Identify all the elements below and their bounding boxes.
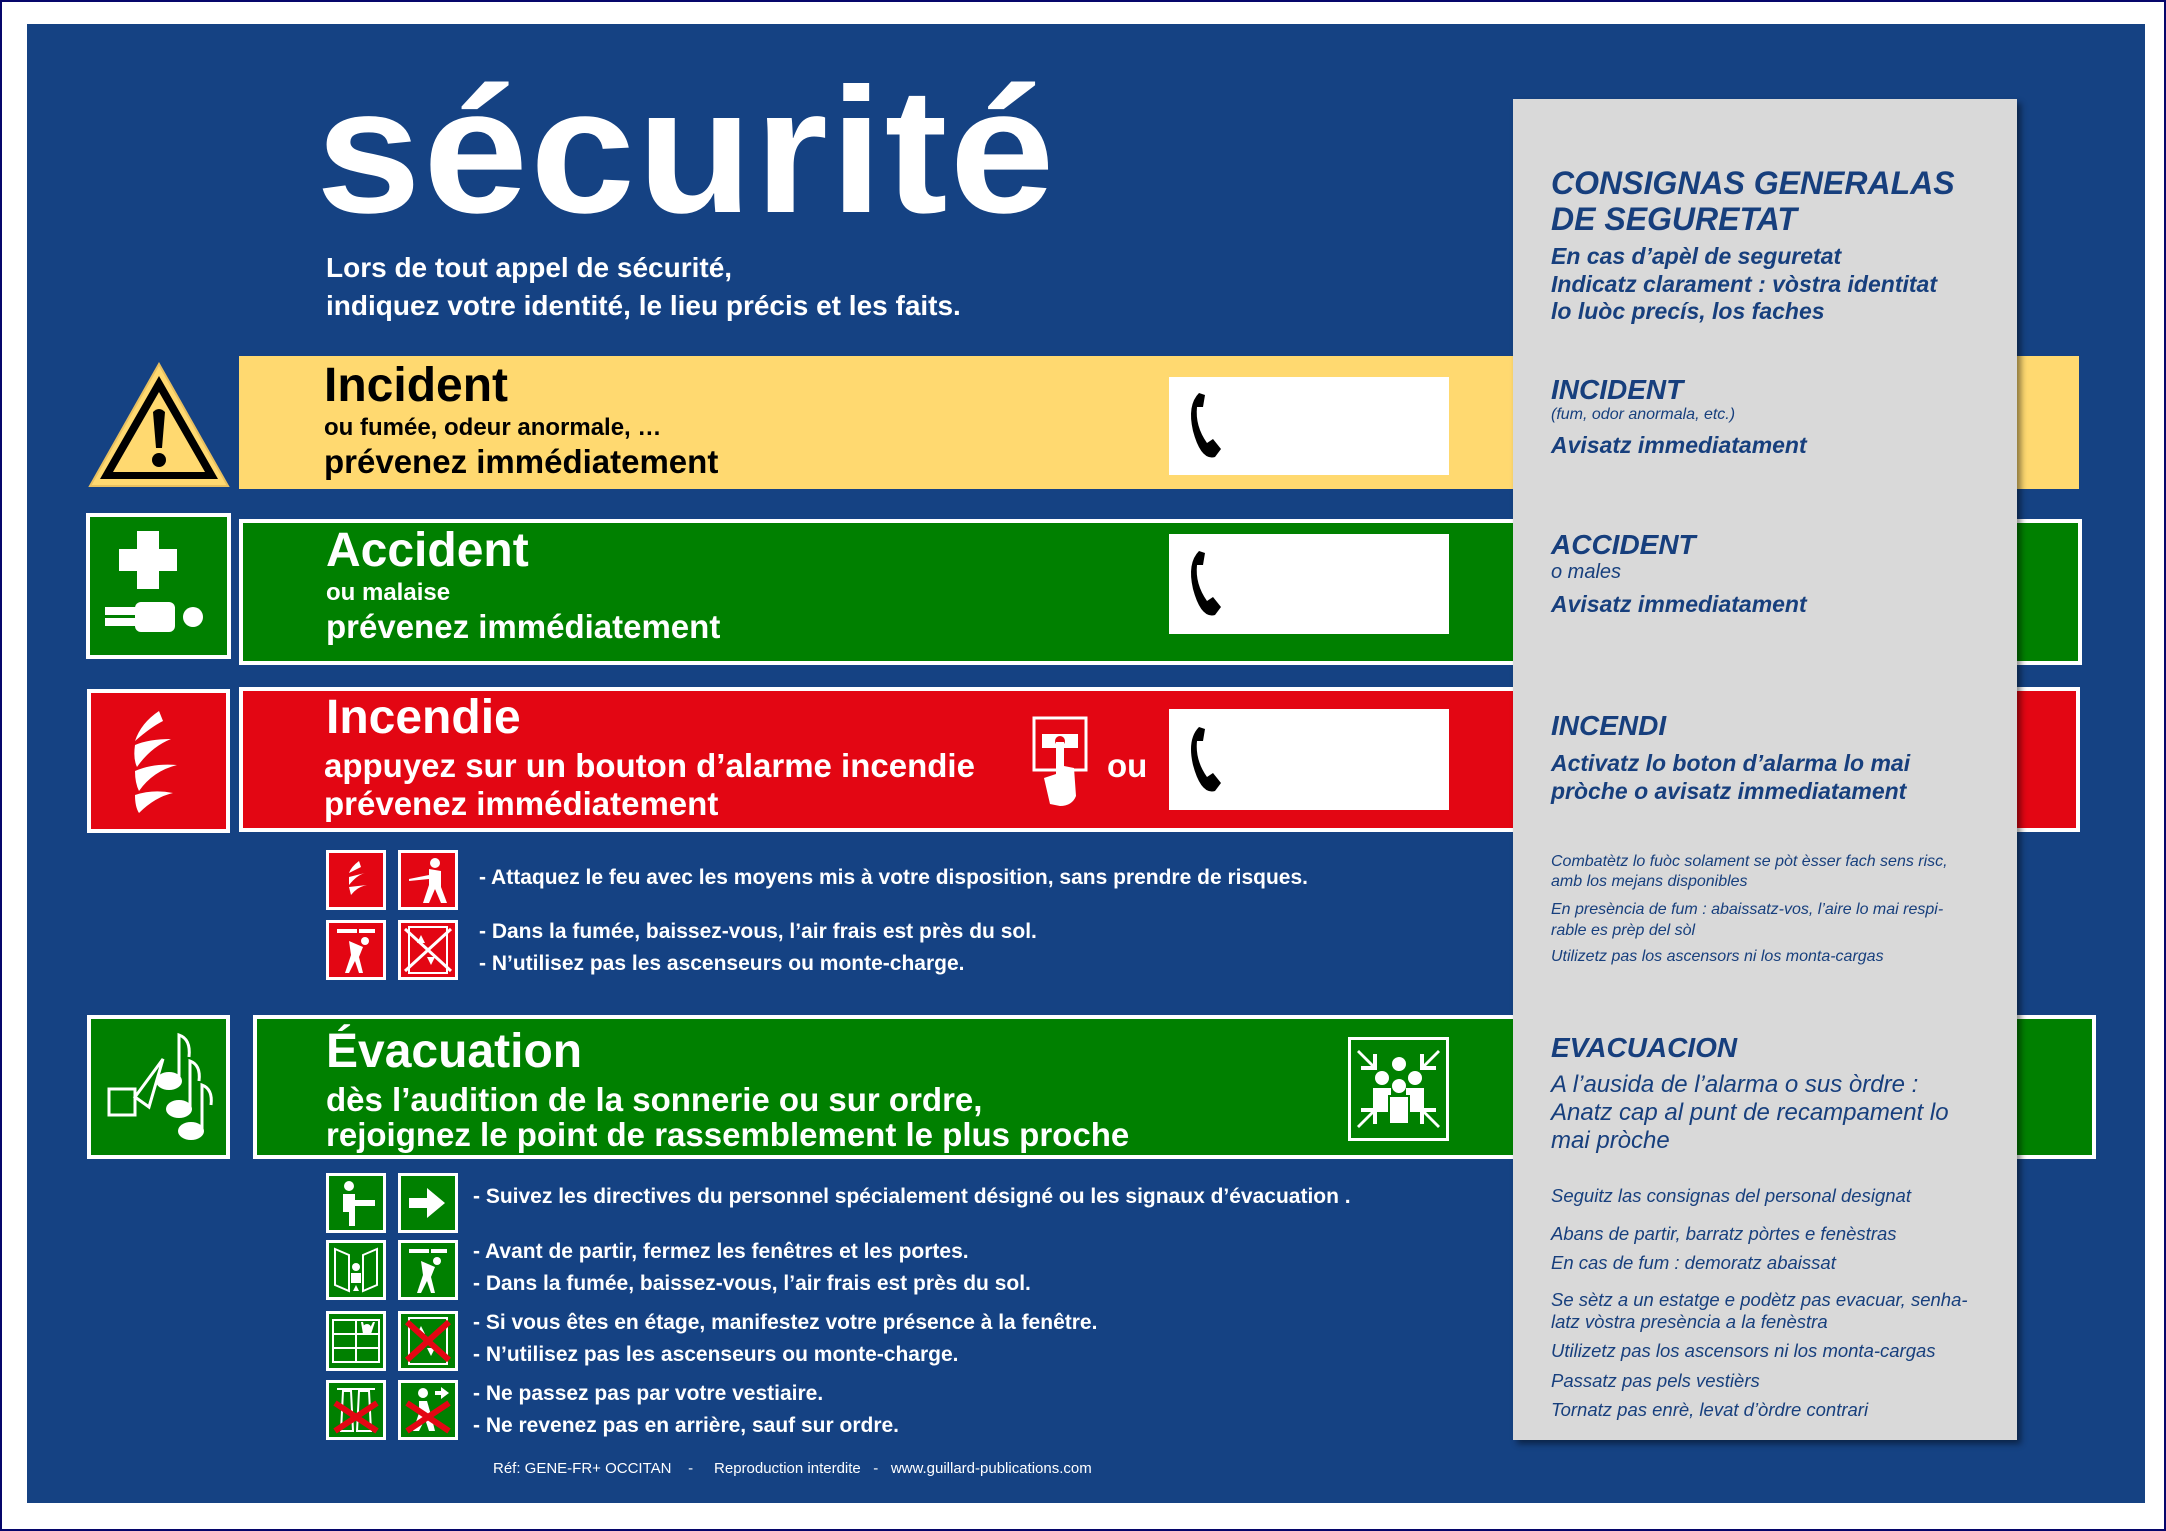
guide-person-icon: [326, 1173, 386, 1233]
incendie-instruction-2: - Dans la fumée, baissez-vous, l’air frais est près du sol.: [479, 920, 1037, 943]
phone-icon: [1185, 725, 1225, 795]
footer-separator: -: [688, 1460, 694, 1477]
panel-evacuacion-instruction: Abans de partir, barratz pòrtes e fenèstras: [1551, 1223, 1897, 1244]
footer: [493, 1460, 1092, 1477]
warning-triangle-icon: [88, 362, 230, 488]
panel-heading-1: CONSIGNAS GENERALAS: [1551, 165, 1955, 201]
alarm-sound-icon: [87, 1015, 230, 1159]
panel-evacuacion-instruction: latz vòstra presència a la fenèstra: [1551, 1311, 1828, 1332]
phone-icon: [1185, 391, 1225, 461]
incendie-instruction-1: - Attaquez le feu avec les moyens mis à votre disposition, sans prendre de risques.: [479, 866, 1308, 889]
panel-intro-3: lo luòc precís, los faches: [1551, 298, 1825, 324]
phone-icon: [1185, 549, 1225, 619]
evacuation-line-1: dès l’audition de la sonnerie ou sur ordre,: [326, 1081, 983, 1118]
panel-intro-1: En cas d’apèl de seguretat: [1551, 243, 1842, 269]
panel-accident-action: Avisatz immediatament: [1551, 591, 1807, 617]
fire-icon: [326, 850, 386, 910]
first-aid-icon: [86, 513, 231, 659]
panel-evacuacion-action-3: mai pròche: [1551, 1127, 1670, 1154]
panel-incendi-instruction: En presència de fum : abaissatz-vos, l’aire lo mai respi-: [1551, 901, 1944, 918]
panel-evacuacion-action-2: Anatz cap al punt de recampament lo: [1551, 1099, 1949, 1126]
evacuation-instruction-7: - Ne revenez pas en arrière, sauf sur ordre.: [473, 1414, 900, 1437]
incident-title: Incident: [324, 359, 509, 412]
alarm-button-icon: [1032, 716, 1088, 808]
evacuation-instruction-6: - Ne passez pas par votre vestiaire.: [473, 1382, 824, 1405]
incident-subtitle: ou fumée, odeur anormale, …: [324, 414, 662, 441]
no-cloakroom-icon: [326, 1380, 386, 1440]
incendie-instruction-3: - N’utilisez pas les ascenseurs ou monte-charge.: [479, 952, 965, 975]
panel-incident-note: (fum, odor anormala, etc.): [1551, 406, 1736, 423]
window-signal-icon: [326, 1311, 386, 1371]
panel-incendi-instruction: Combatètz lo fuòc solament se pòt èsser fach sens risc,: [1551, 853, 1948, 870]
no-elevator-icon: [398, 1311, 458, 1371]
poster-title: sécurité: [316, 51, 1057, 250]
incendie-line-1: appuyez sur un bouton d’alarme incendie: [324, 747, 975, 784]
panel-incendi-title: INCENDI: [1551, 710, 1667, 741]
evacuation-title: Évacuation: [326, 1025, 583, 1078]
evacuation-instruction-1: - Suivez les directives du personnel spécialement désigné ou les signaux d’évacuation .: [473, 1185, 1351, 1208]
evacuation-instruction-4: - Si vous êtes en étage, manifestez votre présence à la fenêtre.: [473, 1311, 1098, 1334]
panel-evacuacion-instruction: Se sètz a un estatge e podètz pas evacuar, senha-: [1551, 1289, 1968, 1310]
panel-incendi-action-1: Activatz lo boton d’alarma lo mai: [1551, 750, 1911, 776]
panel-evacuacion-action-1: A l’ausida de l’alarma o sus òrdre :: [1551, 1071, 1919, 1098]
evacuation-instruction-3: - Dans la fumée, baissez-vous, l’air frais est près du sol.: [473, 1272, 1031, 1295]
subtitle-line-1: Lors de tout appel de sécurité,: [326, 252, 733, 283]
extinguisher-person-icon: [398, 850, 458, 910]
smoke-crouch-icon: [398, 1240, 458, 1300]
incendie-title: Incendie: [326, 691, 521, 744]
no-elevator-icon: [398, 920, 458, 980]
panel-evacuacion-instruction: Tornatz pas enrè, levat d’òrdre contrari: [1551, 1399, 1869, 1420]
panel-incendi-instruction: rable es prèp del sòl: [1551, 922, 1696, 939]
panel-evacuacion-instruction: Utilizetz pas los ascensors ni los monta-cargas: [1551, 1340, 1936, 1361]
close-doors-icon: [326, 1240, 386, 1300]
incident-action: prévenez immédiatement: [324, 443, 719, 480]
panel-evacuacion-title: EVACUACION: [1551, 1032, 1738, 1063]
occitan-panel: [1513, 99, 2017, 1440]
panel-incendi-action-2: pròche o avisatz immediatament: [1551, 778, 1907, 804]
evacuation-instruction-2: - Avant de partir, fermez les fenêtres et les portes.: [473, 1240, 969, 1263]
panel-incendi-instruction: Utilizetz pas los ascensors ni los monta-cargas: [1551, 948, 1884, 965]
panel-accident-title: ACCIDENT: [1551, 529, 1696, 560]
incendie-or-label: ou: [1107, 747, 1148, 784]
subtitle-line-2: indiquez votre identité, le lieu précis et les faits.: [326, 290, 961, 321]
footer-separator: -: [873, 1460, 879, 1477]
panel-heading-2: DE SEGURETAT: [1551, 201, 1797, 237]
footer-website: www.guillard-publications.com: [890, 1460, 1092, 1477]
smoke-crouch-icon: [326, 920, 386, 980]
fire-icon: [87, 689, 230, 833]
evacuation-line-2: rejoignez le point de rassemblement le plus proche: [326, 1116, 1130, 1153]
incendie-line-2: prévenez immédiatement: [324, 785, 719, 822]
accident-title: Accident: [326, 524, 529, 577]
panel-accident-note: o males: [1551, 561, 1622, 583]
panel-evacuacion-instruction: Passatz pas pels vestièrs: [1551, 1370, 1760, 1391]
accident-subtitle: ou malaise: [326, 579, 451, 606]
incident-phone-field: [1169, 377, 1449, 475]
panel-evacuacion-instruction: En cas de fum : demoratz abaissat: [1551, 1252, 1836, 1273]
footer-notice: Reproduction interdite: [714, 1460, 861, 1477]
evacuation-instruction-5: - N’utilisez pas les ascenseurs ou monte-charge.: [473, 1343, 959, 1366]
accident-action: prévenez immédiatement: [326, 608, 721, 645]
panel-evacuacion-instruction: Seguitz las consignas del personal designat: [1551, 1185, 1911, 1206]
panel-incendi-instruction: amb los mejans disponibles: [1551, 873, 1748, 890]
panel-intro-2: Indicatz clarament : vòstra identitat: [1551, 271, 1937, 297]
arrow-right-icon: [398, 1173, 458, 1233]
assembly-point-icon: [1348, 1037, 1449, 1141]
accident-phone-field: [1169, 534, 1449, 634]
footer-ref: Réf: GENE-FR+ OCCITAN: [493, 1460, 672, 1477]
incendie-phone-field: [1169, 709, 1449, 810]
no-return-icon: [398, 1380, 458, 1440]
panel-incident-action: Avisatz immediatament: [1551, 432, 1807, 458]
panel-incident-title: INCIDENT: [1551, 374, 1684, 405]
